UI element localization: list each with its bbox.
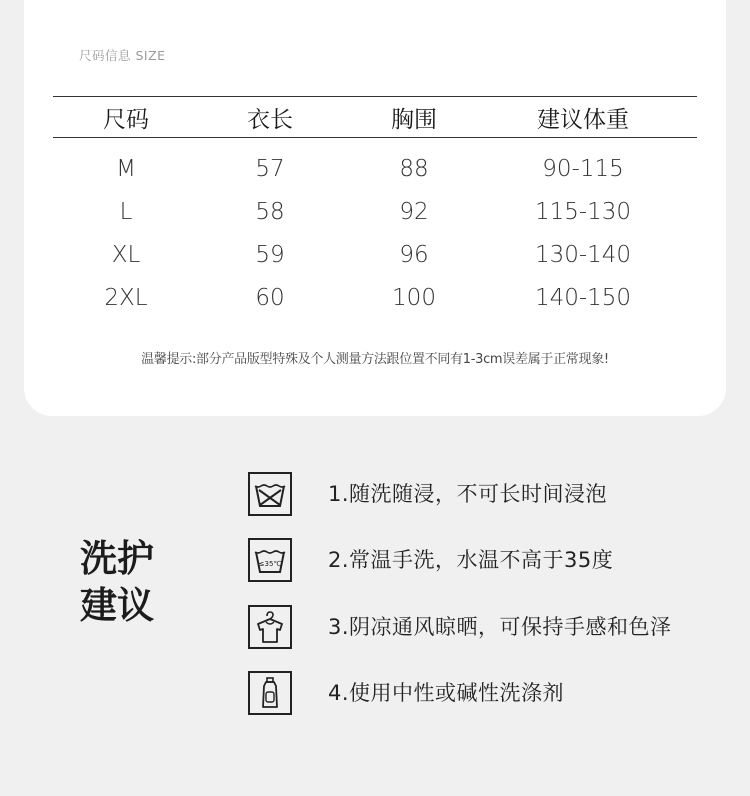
care-text-2: 2.常温手洗，水温不高于35度 <box>328 548 614 572</box>
detergent-bottle-icon <box>248 671 292 715</box>
table-row <box>53 190 697 233</box>
cell-weight: 130-140 <box>534 241 632 268</box>
cell-chest: 96 <box>399 241 429 268</box>
header-chest: 胸围 <box>391 106 437 133</box>
cell-chest: 100 <box>392 284 436 311</box>
hang-dry-shirt-icon <box>248 605 292 649</box>
care-text-1: 1.随洗随浸，不可长时间浸泡 <box>328 482 608 506</box>
table-row <box>53 276 697 319</box>
cell-size: M <box>116 155 136 182</box>
size-table-header <box>53 96 697 138</box>
size-note: 温馨提示:部分产品版型特殊及个人测量方法跟位置不同有1-3cm误差属于正常现象! <box>141 352 609 367</box>
care-title-line1: 洗护 <box>80 537 154 580</box>
cell-size: L <box>119 198 133 225</box>
header-size: 尺码 <box>103 106 149 133</box>
hand-wash-35c-icon <box>248 538 292 582</box>
cell-chest: 88 <box>399 155 429 182</box>
care-title <box>80 535 170 629</box>
cell-size: XL <box>111 241 141 268</box>
size-table <box>53 96 697 319</box>
care-title-line2: 建议 <box>80 584 154 627</box>
cell-length: 58 <box>255 198 285 225</box>
cell-length: 60 <box>255 284 285 311</box>
cell-chest: 92 <box>399 198 429 225</box>
cell-length: 57 <box>255 155 285 182</box>
care-text-3: 3.阴凉通风晾晒，可保持手感和色泽 <box>328 615 672 639</box>
cell-weight: 90-115 <box>542 155 624 182</box>
cell-size: 2XL <box>104 284 148 311</box>
wash-basin-no-icon <box>248 472 292 516</box>
cell-length: 59 <box>255 241 285 268</box>
cell-weight: 115-130 <box>534 198 632 225</box>
header-length: 衣长 <box>247 106 293 133</box>
header-weight: 建议体重 <box>537 106 629 133</box>
wash-temp-label: ≤35℃ <box>258 560 282 568</box>
cell-weight: 140-150 <box>534 284 632 311</box>
table-row <box>53 233 697 276</box>
care-text-4: 4.使用中性或碱性洗涤剂 <box>328 681 565 705</box>
size-section-label: 尺码信息 SIZE <box>79 48 166 63</box>
table-row <box>53 147 697 190</box>
